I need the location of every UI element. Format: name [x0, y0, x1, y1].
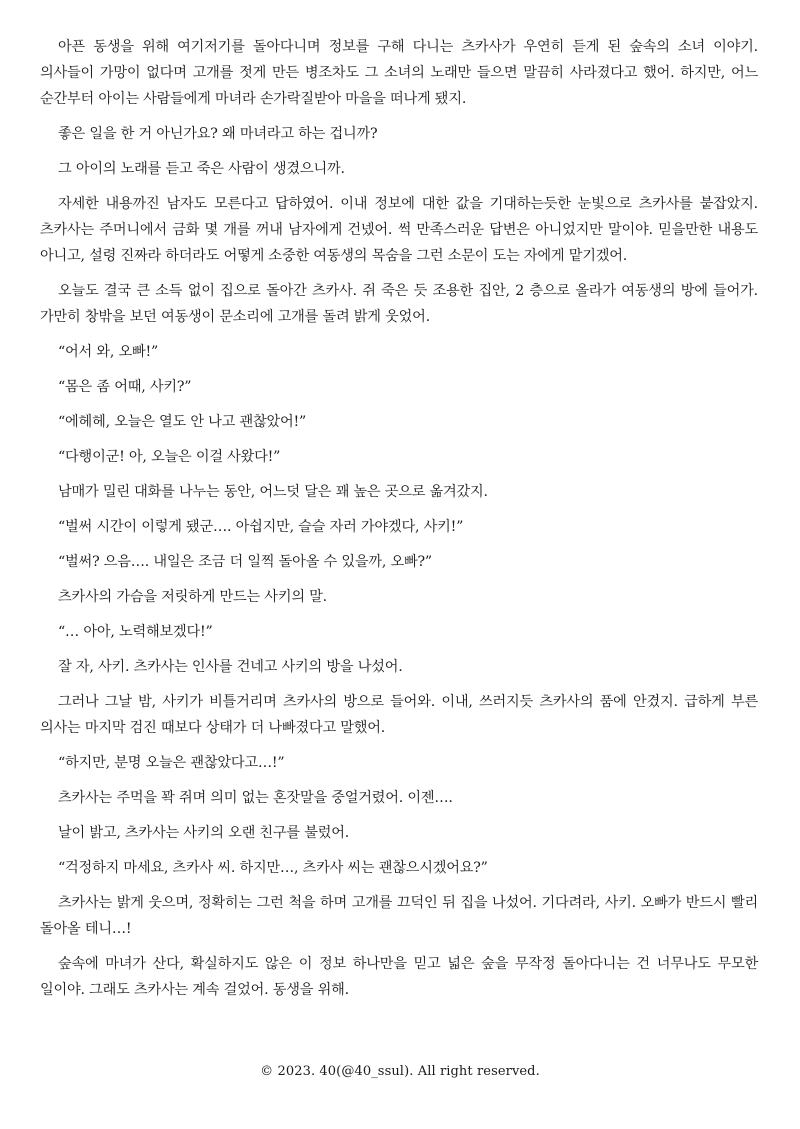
- paragraph: 그 아이의 노래를 듣고 죽은 사람이 생겼으니까.: [58, 161, 345, 177]
- paragraph: 날이 밝고, 츠카사는 사키의 오랜 친구를 불렀어.: [58, 825, 350, 841]
- dialogue-line: “다행이군! 아, 오늘은 이걸 사왔다!”: [58, 449, 281, 465]
- paragraph: 츠카사의 가슴을 저릿하게 만드는 사키의 말.: [58, 589, 327, 605]
- dialogue-line: “걱정하지 마세요, 츠카사 씨. 하지만…, 츠카사 씨는 괜찮으시겠어요?”: [58, 860, 488, 876]
- dialogue-line: “하지만, 분명 오늘은 괜찮았다고…!”: [58, 755, 285, 771]
- paragraph: 좋은 일을 한 거 아닌가요? 왜 마녀라고 하는 겁니까?: [58, 126, 378, 142]
- paragraph: 자세한 내용까진 남자도 모른다고 답하였어. 이내 정보에 대한 값을 기대하는듯한 눈빛으로 츠카사를 붙잡았지. 츠카사는 주머니에서 금화 몇 개를 꺼내 남자에게 건넸어. 썩 만족스러운 답변은 아니었지만 말이야. 믿을만한 내용도 아니고, 설령 진짜라 하더라도 어떻게 소중한 여동생의 목숨을 그런 소문이 도는 자에게 맡기겠어.: [40, 196, 758, 264]
- paragraph: 츠카사는 주먹을 꽉 쥐며 의미 없는 혼잣말을 중얼거렸어. 이젠….: [58, 790, 453, 806]
- dialogue-line: “에헤헤, 오늘은 열도 안 나고 괜찮았어!”: [58, 414, 307, 430]
- dialogue-line: “몸은 좀 어때, 사키?”: [58, 379, 192, 395]
- dialogue-line: “벌써 시간이 이렇게 됐군…. 아쉽지만, 슬슬 자러 가야겠다, 사키!”: [58, 519, 464, 535]
- dialogue-line: “… 아아, 노력해보겠다!”: [58, 624, 213, 640]
- copyright-footer: © 2023. 40(@40_ssul). All right reserved.: [260, 1064, 540, 1079]
- dialogue-line: “어서 와, 오빠!”: [58, 344, 159, 360]
- paragraph: 잘 자, 사키. 츠카사는 인사를 건네고 사키의 방을 나섰어.: [58, 659, 403, 675]
- dialogue-line: “벌써? 으음…. 내일은 조금 더 일찍 돌아올 수 있을까, 오빠?”: [58, 554, 432, 570]
- document-body: [40, 34, 758, 1012]
- paragraph: 숲속에 마녀가 산다, 확실하지도 않은 이 정보 하나만을 믿고 넓은 숲을 무작정 돌아다니는 건 너무나도 무모한 일이야. 그래도 츠카사는 계속 걸었어. 동생을 위해.: [40, 956, 758, 998]
- paragraph: 그러나 그날 밤, 사키가 비틀거리며 츠카사의 방으로 들어와. 이내, 쓰러지듯 츠카사의 품에 안겼지. 급하게 부른 의사는 마지막 검진 때보다 상태가 더 나빠졌다고 말했어.: [40, 694, 758, 736]
- paragraph: 아픈 동생을 위해 여기저기를 돌아다니며 정보를 구해 다니는 츠카사가 우연히 듣게 된 숲속의 소녀 이야기. 의사들이 가망이 없다며 고개를 젓게 만든 병조차도 그 소녀의 노래만 들으면 말끔히 사라졌다고 했어. 하지만, 어느 순간부터 아이는 사람들에게 마녀라 손가락질받아 마을을 떠나게 됐지.: [40, 39, 758, 107]
- paragraph: 남매가 밀린 대화를 나누는 동안, 어느덧 달은 꽤 높은 곳으로 옮겨갔지.: [58, 484, 488, 500]
- paragraph: 츠카사는 밝게 웃으며, 정확히는 그런 척을 하며 고개를 끄덕인 뒤 집을 나섰어. 기다려라, 사키. 오빠가 반드시 빨리 돌아올 테니…!: [40, 895, 758, 937]
- paragraph: 오늘도 결국 큰 소득 없이 집으로 돌아간 츠카사. 쥐 죽은 듯 조용한 집안, 2 층으로 올라가 여동생의 방에 들어가. 가만히 창밖을 보던 여동생이 문소리에 고개를 돌려 밝게 웃었어.: [40, 283, 758, 325]
